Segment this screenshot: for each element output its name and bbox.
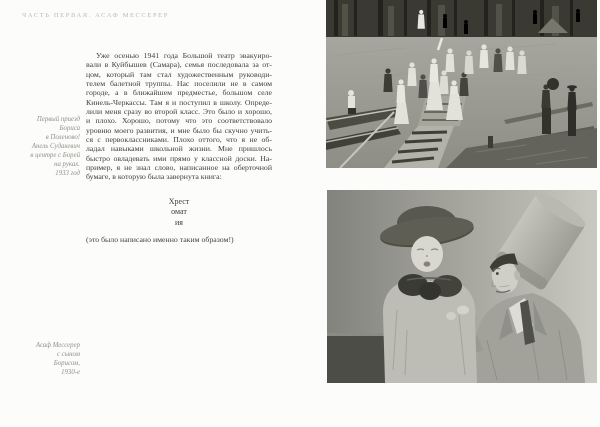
caption-line: Борисом,: [53, 360, 80, 367]
body-line: уровню моего развития, и мне было бы скучно учить-: [86, 125, 272, 135]
photo-caption-top: [4, 115, 80, 178]
caption-line: 1930-е: [61, 369, 80, 376]
stacked-word-line: омат: [171, 207, 187, 217]
caption-line: на руках.: [54, 161, 80, 168]
body-line: пример, я не знал слово, написанное на оберточной: [86, 163, 272, 173]
caption-line: в центре с Борей: [30, 152, 80, 159]
caption-line: 1933 год: [55, 170, 80, 177]
running-header: ЧАСТЬ ПЕРВАЯ. АСАФ МЕССЕРЕР: [22, 12, 169, 19]
body-line: цом, который там стал художественным руководи-: [86, 69, 272, 79]
caption-line: с сыном: [56, 351, 80, 358]
body-line: городе, а в ближайшем предместье, большом селе: [86, 88, 272, 98]
caption-line: Бориса: [59, 125, 80, 132]
stacked-word-line: Хрест: [168, 197, 190, 206]
stacked-word-line: ия: [175, 217, 183, 227]
right-page: [300, 0, 600, 427]
riverbank-arrival-photo: [326, 0, 597, 168]
body-line: телем балетной труппы. Нас поселили не в самом: [86, 79, 272, 89]
body-line: бумаге, в которую была завернута книга:: [86, 172, 222, 182]
aside-remark: (это было написано именно таким образом!): [86, 235, 234, 244]
body-paragraph: [86, 51, 272, 182]
caption-line: Асаф Мессерер: [35, 342, 80, 349]
photo-caption-bottom: [4, 341, 80, 377]
caption-line: Первый приезд: [36, 116, 80, 123]
body-line: лили меня сразу во второй класс. Это было и хорошо,: [86, 107, 272, 117]
caption-line: в Поленово!: [45, 134, 80, 141]
body-line: и плохо. Хорошо, потому что это соответствовало: [86, 116, 272, 126]
body-line: ладал навыками школьной жизни. Мне пришлось: [86, 144, 272, 154]
stacked-word-khrestomatiya: [86, 197, 272, 228]
father-and-baby-photo: [327, 190, 597, 383]
body-line: ся с первоклассниками. Плохо оттого, что я не об-: [86, 135, 272, 145]
body-line: Кинель-Черкассы. Там я и поступил в школу. Опреде-: [86, 97, 272, 107]
body-line: Уже осенью 1941 года Большой театр эвакуиро-: [96, 51, 272, 60]
body-line: вали в Куйбышев (Самара), семья последовала за от-: [86, 60, 272, 70]
caption-line: Анель Судакевич: [31, 143, 80, 150]
body-line: быстро овладевать ими прямо у классной доски. На-: [86, 153, 272, 163]
